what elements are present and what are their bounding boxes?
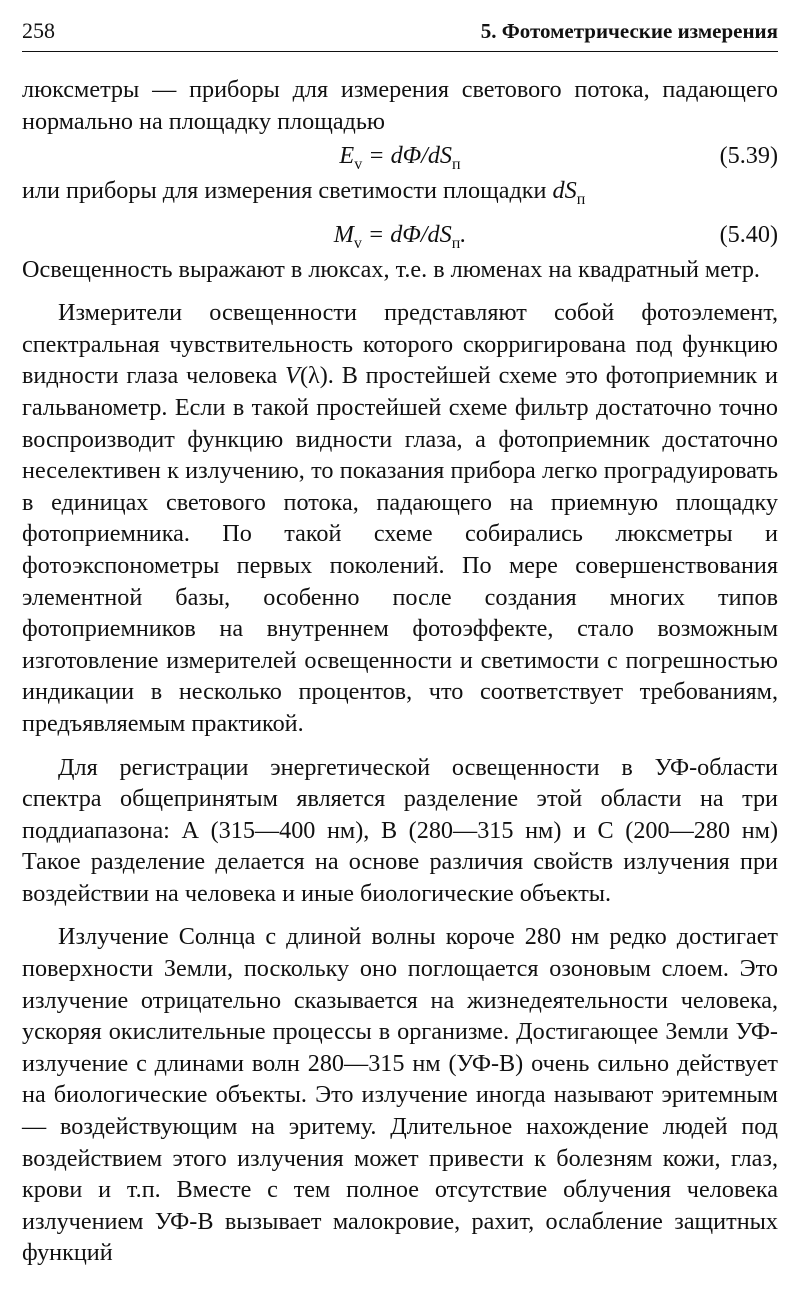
formula-5-40 [22,218,778,252]
formula-expression: $M_v = d\Phi/dS_п$. [333,220,467,252]
page-header [22,18,778,52]
paragraph-uv-subranges: Для регистрации энергетической освещенности в УФ-области спектра общепринятым является разделение этой области на три поддиапазона: А (315—400 нм), В (280—315 нм) и С (200—280 нм) Такое разделение делается на основе различия свойств излучения при воздействии на человека и иные биологические объекты. [22,753,778,907]
paragraph-solar-uv: Излучение Солнца с длиной волны короче 280 нм редко достигает поверхности Земли, поскольку оно поглощается озоновым слоем. Это излучение отрицательно сказывается на жизнедеятельности человека, ускоряя окислительные процессы в организме. Достигающее Земли УФ-излучение с длинами волн 280—315 нм (УФ-В) очень сильно действует на биологические объекты. Это излучение иногда называют эритемным — воздействующим на эритему. Длительное нахождение людей под воздействием этого излучения может привести к болезням кожи, глаз, крови и т.п. Вместе с тем полное отсутствие облучения человека излучением УФ-В вызывает малокровие, рахит, ослабление защитных функций [22,923,778,1267]
equation-number: (5.40) [719,220,778,248]
book-page [22,18,778,1269]
formula-5-39 [22,139,778,173]
formula-expression: $E_v = d\Phi/dS_п$ [339,142,461,174]
equation-number: (5.39) [719,142,778,170]
page-number: 258 [22,18,55,43]
paragraph-illuminance-meters: Измерители освещенности представляют собой фотоэлемент, спектральная чувствительность которого скорригирована под функцию видности глаза человека V(λ). В простейшей схеме это фотоприемник и гальванометр. Если в такой простейшей схеме фильтр достаточно точно воспроизводит функцию видности глаза, а фотоприемник достаточно неселективен к излучению, то показания прибора легко проградуировать в единицах светового потока, падающего на приемную площадку фотоприемника. По такой схеме собирались люксметры и фотоэкспонометры первых поколений. По мере совершенствования элементной базы, особенно после создания многих типов фотоприемников на внутреннем фотоэффекте, стало возможным изготовление измерителей освещенности и светимости с погрешностью индикации в несколько процентов, что соответствует требованиям, предъявляемым практикой. [22,299,778,737]
running-title: 5. Фотометрические измерения [480,19,778,43]
paragraph-luminance: или приборы для измерения светимости площадки $dS_п$ [22,177,586,209]
paragraph-illuminance-units: Освещенность выражают в люксах, т.е. в люменах на квадратный метр. [22,255,760,283]
paragraph-luxmeters: люксметры — приборы для измерения светового потока, падающего нормально на площадку площадью [22,76,778,135]
